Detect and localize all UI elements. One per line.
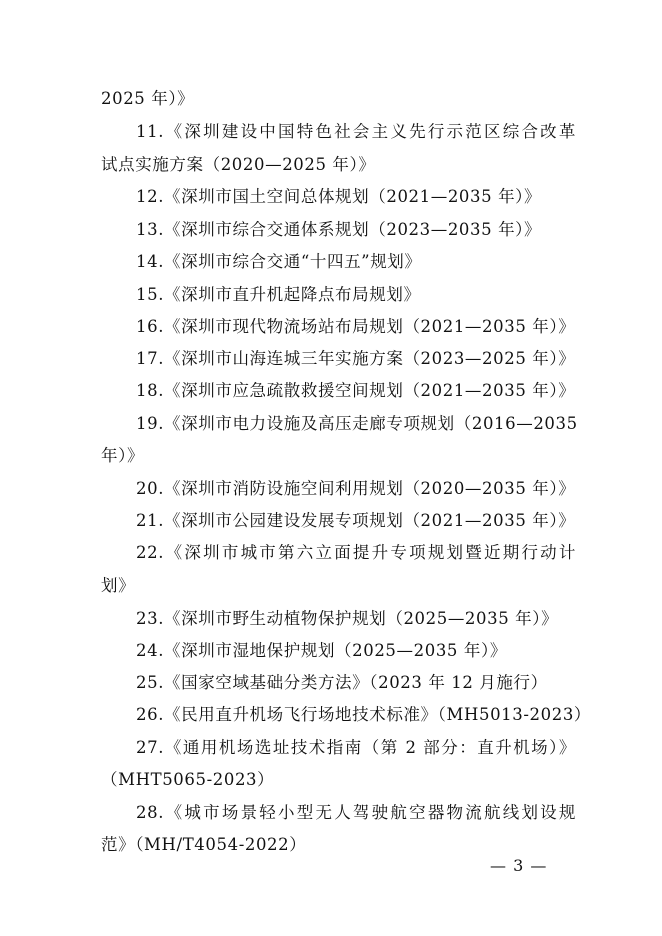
list-item-16: 16.《深圳市现代物流场站布局规划（2021—2035 年）》 (136, 317, 576, 336)
list-item-28: 28.《城市场景轻小型无人驾驶航空器物流航线划设规 (136, 803, 576, 822)
list-item-17: 17.《深圳市山海连城三年实施方案（2023—2025 年）》 (136, 349, 576, 368)
list-item-24: 24.《深圳市湿地保护规划（2025—2035 年）》 (136, 641, 507, 660)
list-item-21: 21.《深圳市公园建设发展专项规划（2021—2035 年）》 (136, 511, 576, 530)
list-item-27-continuation: （MHT5065-2023） (101, 770, 275, 789)
list-item-11: 11.《深圳建设中国特色社会主义先行示范区综合改革 (136, 122, 576, 141)
list-item-23: 23.《深圳市野生动植物保护规划（2025—2035 年）》 (136, 609, 559, 628)
list-item-12: 12.《深圳市国土空间总体规划（2021—2035 年）》 (136, 187, 542, 206)
list-item-27: 27.《通用机场选址技术指南（第 2 部分：直升机场）》 (136, 738, 576, 757)
list-item-11-continuation: 试点实施方案（2020—2025 年）》 (101, 155, 376, 174)
list-item-25: 25.《国家空域基础分类方法》（2023 年 12 月施行） (136, 673, 548, 692)
page-number: — 3 — (490, 856, 548, 875)
list-item-13: 13.《深圳市综合交通体系规划（2023—2035 年）》 (136, 220, 542, 239)
list-item-15: 15.《深圳市直升机起降点布局规划》 (136, 285, 421, 304)
list-item-26: 26.《民用直升机场飞行场地技术标准》（MH5013-2023） (136, 705, 592, 724)
list-item-28-continuation: 范》（MH/T4054-2022） (101, 835, 307, 854)
list-item-19: 19.《深圳市电力设施及高压走廊专项规划（2016—2035 (136, 414, 578, 433)
list-item-20: 20.《深圳市消防设施空间利用规划（2020—2035 年）》 (136, 479, 576, 498)
list-item-18: 18.《深圳市应急疏散救援空间规划（2021—2035 年）》 (136, 381, 576, 400)
list-item-22: 22.《深圳市城市第六立面提升专项规划暨近期行动计 (136, 543, 576, 562)
list-item-19-continuation: 年）》 (101, 446, 145, 465)
list-item-22-continuation: 划》 (101, 576, 136, 595)
text-line-continuation: 2025 年）》 (101, 89, 195, 108)
list-item-14: 14.《深圳市综合交通“十四五”规划》 (136, 252, 422, 271)
